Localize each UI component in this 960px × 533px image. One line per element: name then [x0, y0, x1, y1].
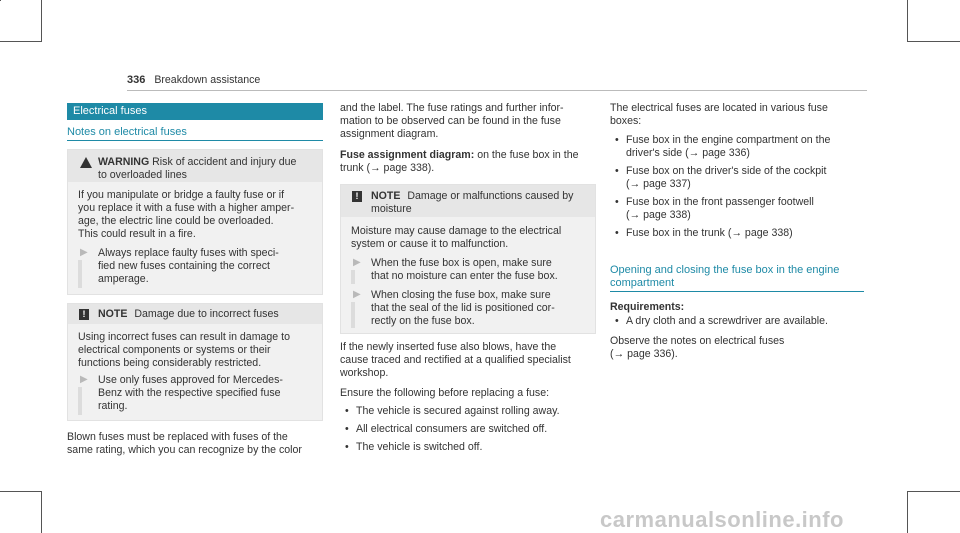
warning-body — [78, 189, 318, 241]
page-link[interactable]: (→ page 337) — [626, 178, 691, 190]
col3-observe — [610, 335, 870, 361]
warning-title-text: Risk of accident and injury due — [152, 156, 297, 168]
header-section: Breakdown assistance — [154, 74, 261, 86]
note-title-text: Damage due to incorrect fuses — [134, 308, 279, 320]
section-heading — [610, 264, 870, 290]
paragraph-line: and the label. The fuse ratings and further infor- — [340, 102, 564, 114]
note-action-line: rating. — [98, 400, 128, 412]
paragraph-line: Blown fuses must be replaced with fuses of the — [67, 431, 288, 443]
warning-action — [98, 247, 318, 286]
note-box-2 — [340, 184, 596, 334]
action-arrow-icon: ▶ — [353, 257, 361, 268]
note-action-line: rectly on the fuse box. — [371, 315, 475, 327]
list-item: • The vehicle is secured against rolling away. — [356, 405, 601, 418]
requirement-item: • A dry cloth and a screwdriver are available. — [626, 315, 871, 328]
note-body — [78, 331, 318, 370]
list-item: • Fuse box in the front passenger footwell (→ page 338) — [626, 196, 871, 222]
crop-mark — [907, 0, 908, 42]
watermark: carmanualsonline.info — [600, 507, 844, 532]
note-title — [98, 308, 318, 321]
note-action-line: that the seal of the lid is positioned cor- — [371, 302, 555, 314]
crop-mark — [0, 41, 42, 42]
note-icon: ! — [352, 191, 362, 202]
list-item: • Fuse box in the trunk (→ page 338) — [626, 227, 871, 240]
note-action-2 — [371, 289, 591, 328]
col2-paragraph-1 — [340, 102, 600, 141]
note-body-line: Using incorrect fuses can result in damage to — [78, 331, 290, 343]
note-icon: ! — [79, 309, 89, 320]
paragraph-line: The electrical fuses are located in various fuse — [610, 102, 828, 114]
list-item: • Fuse box on the driver's side of the cockpit (→ page 337) — [626, 165, 871, 191]
heading-line: compartment — [610, 277, 675, 289]
subsection-rule — [67, 140, 323, 141]
heading-rule — [610, 291, 864, 292]
warning-body-line: age, the electric line could be overloaded. — [78, 215, 274, 227]
section-title-bar — [67, 103, 323, 120]
section-title: Electrical fuses — [73, 105, 147, 117]
paragraph-line: assignment diagram. — [340, 128, 439, 140]
note-action-line: When the fuse box is open, make sure — [371, 257, 552, 269]
warning-label: WARNING — [98, 156, 150, 168]
list-item: • All electrical consumers are switched off. — [356, 423, 601, 436]
diagram-link[interactable]: trunk (→ page 338). — [340, 162, 435, 174]
requirements-label: Requirements: — [610, 301, 685, 313]
note-action — [98, 374, 318, 413]
warning-body-line: If you manipulate or bridge a faulty fuse or if — [78, 189, 285, 201]
page-link[interactable]: driver's side (→ page 336) — [626, 147, 750, 159]
action-bar — [351, 270, 355, 284]
crop-mark — [0, 491, 42, 492]
warning-action-line: Always replace faulty fuses with speci- — [98, 247, 279, 259]
warning-triangle-icon — [80, 157, 92, 168]
action-bar — [78, 260, 82, 288]
diagram-text: on the fuse box in the — [477, 149, 579, 161]
paragraph-line: workshop. — [340, 367, 389, 379]
paragraph-line: If the newly inserted fuse also blows, have the — [340, 341, 557, 353]
page-number: 336 — [127, 74, 146, 86]
warning-box — [67, 149, 323, 295]
note-action-line: Benz with the respective specified fuse — [98, 387, 281, 399]
col3-bullet-list — [626, 134, 871, 240]
list-item: • The vehicle is switched off. — [356, 441, 601, 454]
note-body-line: system or cause it to malfunction. — [351, 238, 509, 250]
col2-bullet-list — [356, 405, 601, 454]
note-title-line2: moisture — [371, 203, 412, 215]
warning-body-line: you replace it with a fuse with a higher amper- — [78, 202, 295, 214]
paragraph-line: Observe the notes on electrical fuses — [610, 335, 785, 347]
crop-mark — [907, 491, 960, 492]
action-bar — [351, 302, 355, 328]
crop-mark — [41, 0, 42, 42]
note-body-line: Moisture may cause damage to the electrical — [351, 225, 562, 237]
action-arrow-icon: ▶ — [80, 247, 88, 258]
note-action-line: that no moisture can enter the fuse box. — [371, 270, 558, 282]
crop-mark — [41, 491, 42, 533]
warning-action-line: amperage. — [98, 273, 149, 285]
page-link[interactable]: (→ page 336). — [610, 348, 678, 360]
heading-line: Opening and closing the fuse box in the engine — [610, 264, 840, 276]
page-link[interactable]: (→ page 338) — [626, 209, 691, 221]
action-bar — [78, 387, 82, 415]
paragraph-line: same rating, which you can recognize by the color — [67, 444, 302, 456]
note-body — [351, 225, 591, 251]
note-box — [67, 303, 323, 421]
warning-body-line: This could result in a fire. — [78, 228, 196, 240]
warning-action-line: fied new fuses containing the correct — [98, 260, 270, 272]
col1-paragraph — [67, 431, 327, 457]
col2-paragraph-3: Ensure the following before replacing a fuse: — [340, 387, 550, 399]
diagram-reference — [340, 149, 600, 175]
diagram-label: Fuse assignment diagram: — [340, 149, 475, 161]
action-arrow-icon: ▶ — [353, 289, 361, 300]
col2-paragraph-2 — [340, 341, 600, 380]
warning-title-line2: to overloaded lines — [98, 169, 187, 181]
crop-mark — [907, 41, 960, 42]
paragraph-line: boxes: — [610, 115, 642, 127]
note-label: NOTE — [371, 190, 401, 202]
note-label: NOTE — [98, 308, 128, 320]
crop-mark — [907, 491, 908, 533]
paragraph-line: mation to be observed can be found in the fuse — [340, 115, 561, 127]
warning-title — [98, 156, 318, 169]
list-item: • Fuse box in the engine compartment on the driver's side (→ page 336) — [626, 134, 871, 160]
note-action-1 — [371, 257, 591, 283]
crop-mark — [0, 0, 1, 1]
paragraph-line: cause traced and rectified at a qualified specialist — [340, 354, 571, 366]
col3-intro — [610, 102, 870, 128]
note-title-text: Damage or malfunctions caused by — [407, 190, 574, 202]
header-rule — [127, 90, 867, 91]
note-action-line: Use only fuses approved for Mercedes- — [98, 374, 283, 386]
page-header — [127, 74, 867, 87]
note-body-line: electrical components or systems or their — [78, 344, 271, 356]
note-body-line: functions being considerably restricted. — [78, 357, 262, 369]
note-title — [371, 190, 591, 203]
note-action-line: When closing the fuse box, make sure — [371, 289, 551, 301]
action-arrow-icon: ▶ — [80, 374, 88, 385]
subsection-title: Notes on electrical fuses — [67, 126, 187, 138]
